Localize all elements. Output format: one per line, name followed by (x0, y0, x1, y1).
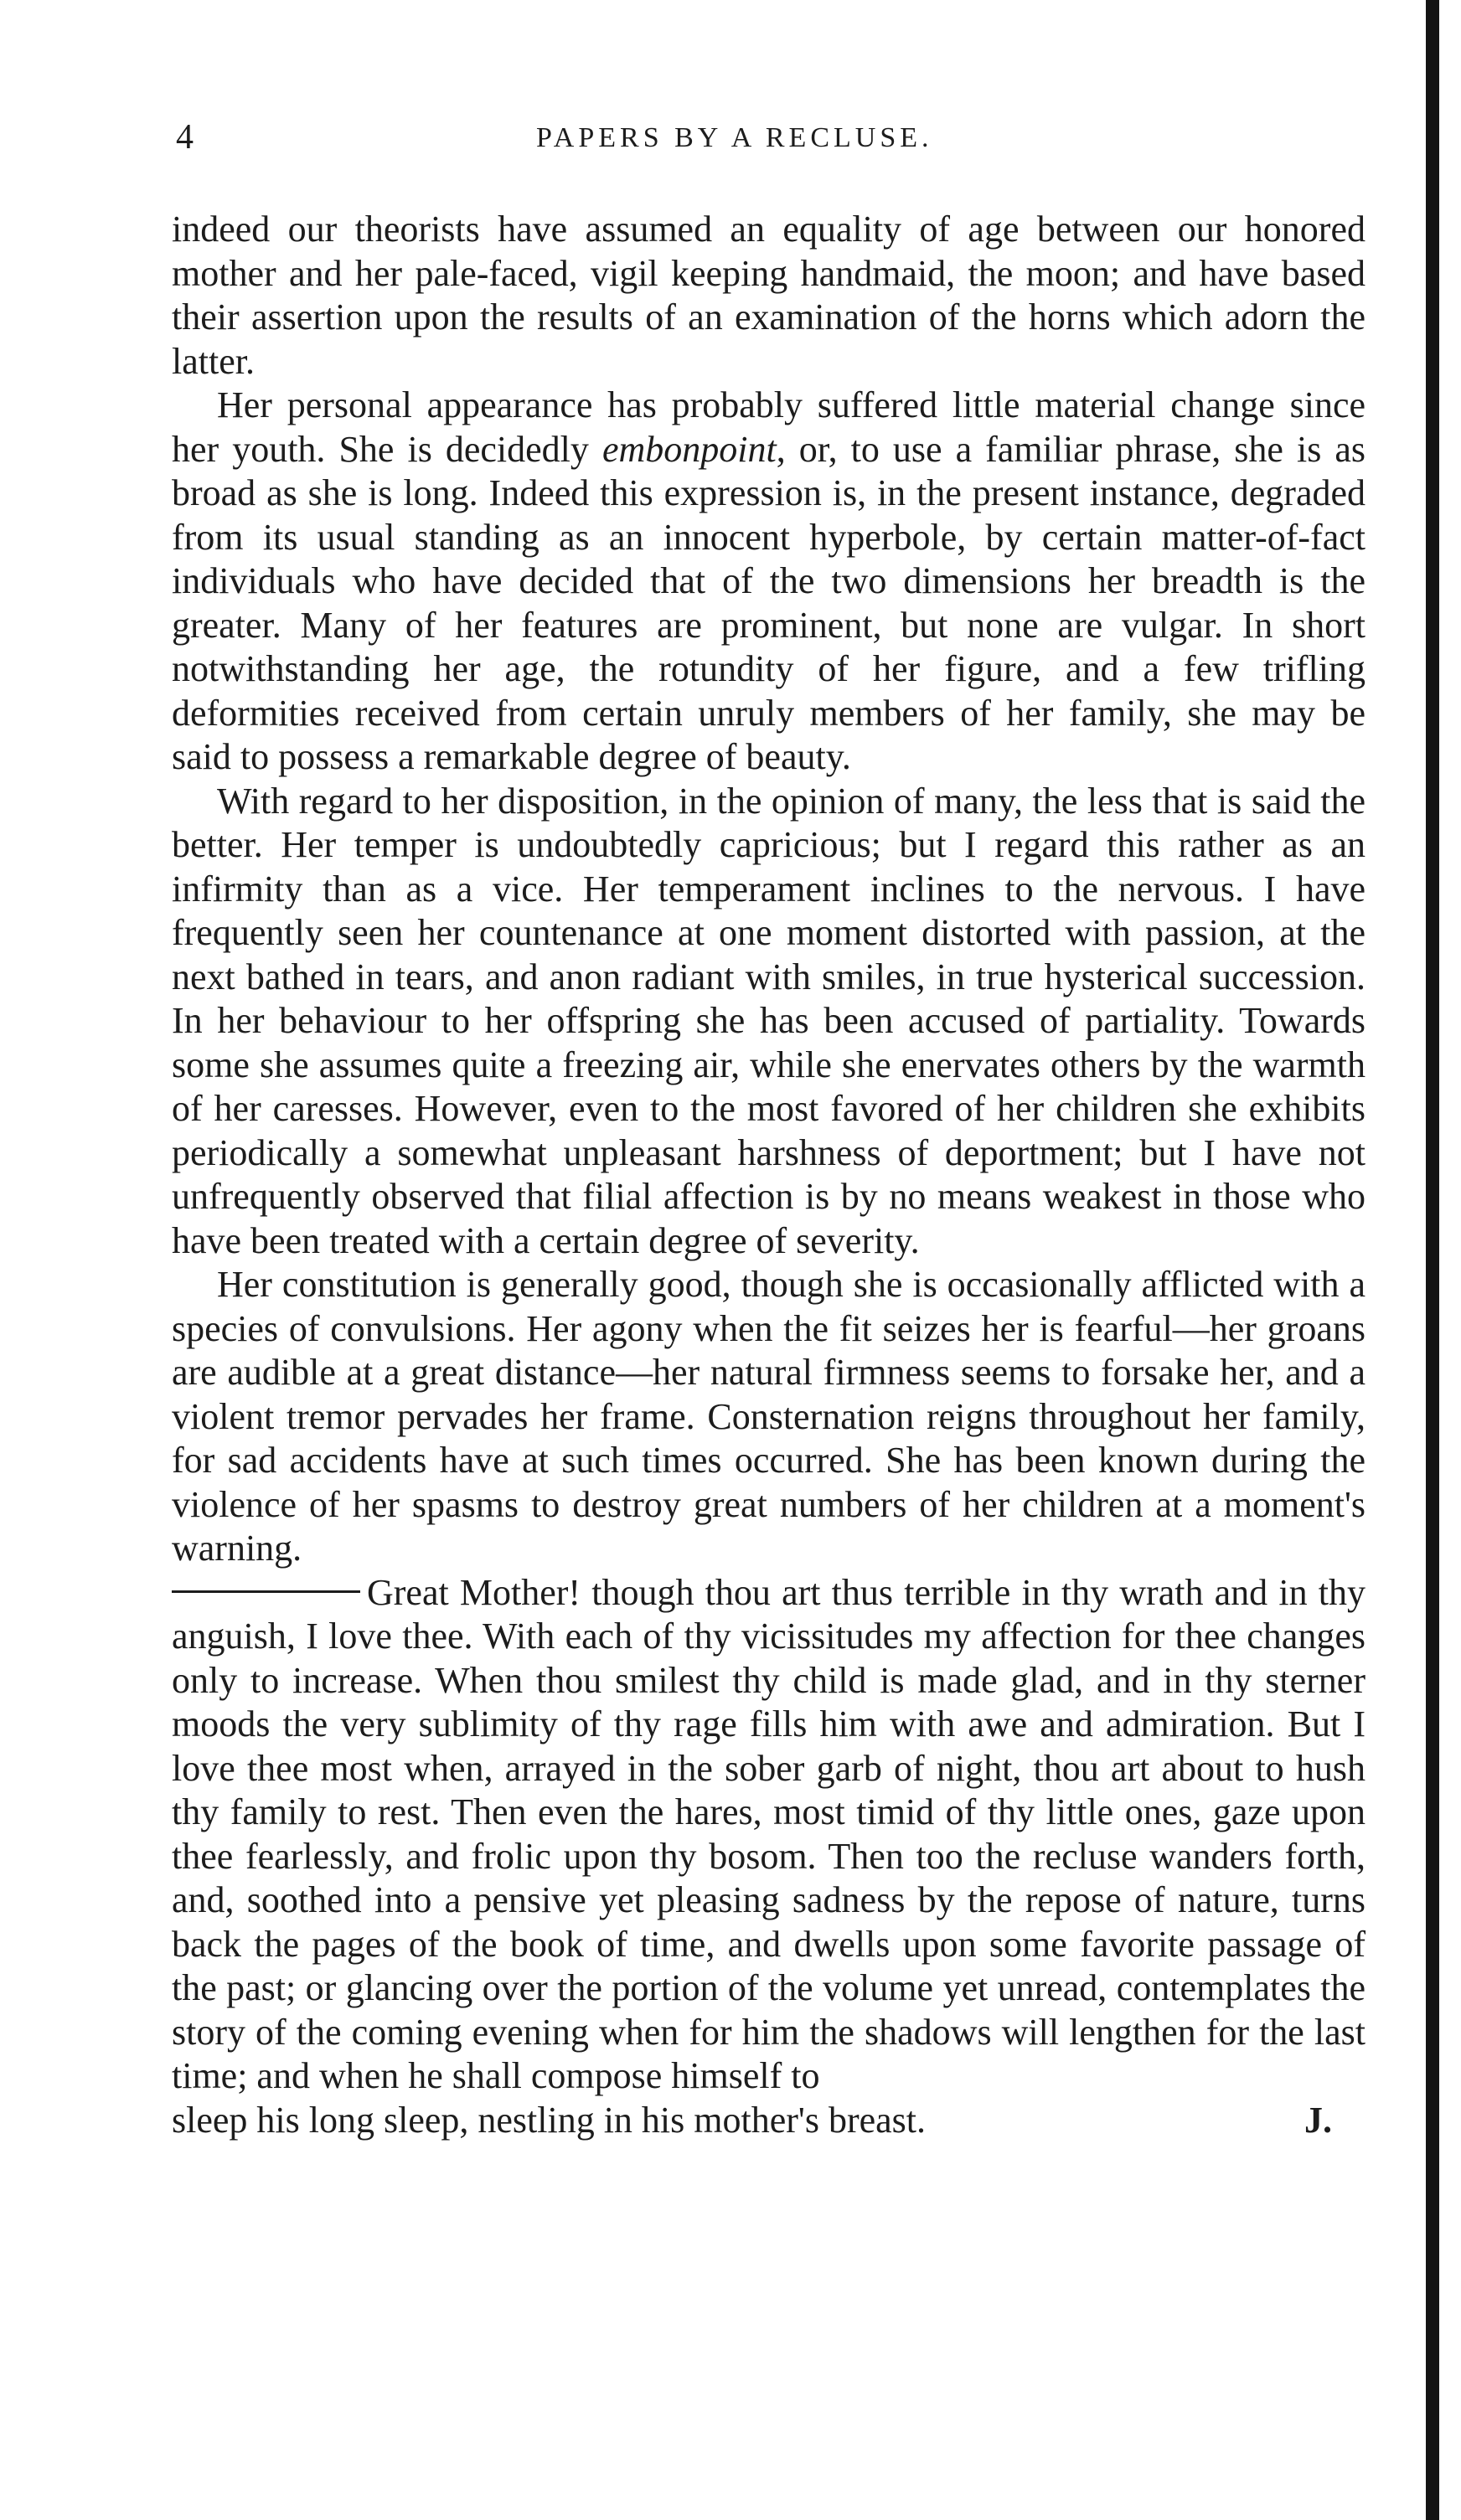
closing-line-text: sleep his long sleep, nestling in his mother's breast. (172, 2099, 927, 2141)
closing-line (172, 2099, 1365, 2143)
paragraph-2 (172, 384, 1365, 780)
paragraph-4: Her constitution is generally good, though she is occasionally afflicted with a species of convulsions. Her agony when the fit seizes her is fearful—her groans are audible at a great distance—her natural firmness seems to forsake her, and a violent tremor pervades her frame. Consternation reigns throughout her family, for sad accidents have at such times occurred. She has been known during the violence of her spasms to destroy great numbers of her children at a moment's warning. (172, 1264, 1365, 1569)
page-number: 4 (176, 118, 194, 157)
em-dash-rule (172, 1590, 360, 1593)
paragraph-2-italic: embonpoint (601, 428, 777, 470)
page-edge-rule (1426, 0, 1439, 2520)
signature: J. (1304, 2099, 1332, 2141)
paragraph-3: With regard to her disposition, in the opinion of many, the less that is said the better. Her temper is undoubtedly capricious; but I regard this rather as an infirmity than as a vice. Her temperament inclines to the nervous. I have frequently seen her countenance at one moment distorted with passion, at the next bathed in tears, and anon radiant with smiles, in true hysterical succession. In her behaviour to her offspring she has been accused of partiality. Towards some she assumes quite a freezing air, while she enervates others by the warmth of her caresses. However, even to the most favored of her children she exhibits periodically a somewhat unpleasant harshness of deportment; but I have not unfrequently observed that filial affection is by no means weakest in those who have been treated with a certain degree of severity. (172, 780, 1365, 1261)
body-text (172, 208, 1365, 2142)
paragraph-5 (172, 1571, 1365, 2099)
running-head: PAPERS BY A RECLUSE. (536, 122, 933, 153)
page-header (176, 117, 1349, 167)
paragraph-2-text-b: , or, to use a familiar phrase, she is as broad as she is long. Indeed this expression is, in the present instance, degraded from its usual standing as an innocent hyperbole, by certain matter-of-fact individuals who have decided that of the two dimensions her breadth is the greater. Many of her features are prominent, but none are vulgar. In short notwithstanding her age, the rotundity of her figure, and a few trifling deformities received from certain unruly members of her family, she may be said to possess a remarkable degree of beauty. (172, 428, 1365, 777)
paragraph-5-text: Great Mother! though thou art thus terrible in thy wrath and in thy anguish, I love thee. With each of thy vicissitudes my affection for thee changes only to increase. When thou smilest thy child is made glad, and in thy sterner moods the very sublimity of thy rage fills him with awe and admiration. But I love thee most when, arrayed in the sober garb of night, thou art about to hush thy family to rest. Then even the hares, most timid of thy little ones, gaze upon thee fearlessly, and frolic upon thy bosom. Then too the recluse wanders forth, and, soothed into a pensive yet pleasing sadness by the repose of nature, turns back the pages of the book of time, and dwells upon some favorite passage of the past; or glancing over the portion of the volume yet unread, contemplates the story of the coming evening when for him the shadows will lengthen for the last time; and when he shall compose himself to (172, 1571, 1365, 2096)
paragraph-2-text-a: Her personal appearance has probably suffered little material change since her youth. She is decidedly (172, 384, 1365, 470)
paragraph-1: indeed our theorists have assumed an equality of age between our honored mother and her pale-faced, vigil keeping handmaid, the moon; and have based their assertion upon the results of an examination of the horns which adorn the latter. (172, 209, 1365, 382)
